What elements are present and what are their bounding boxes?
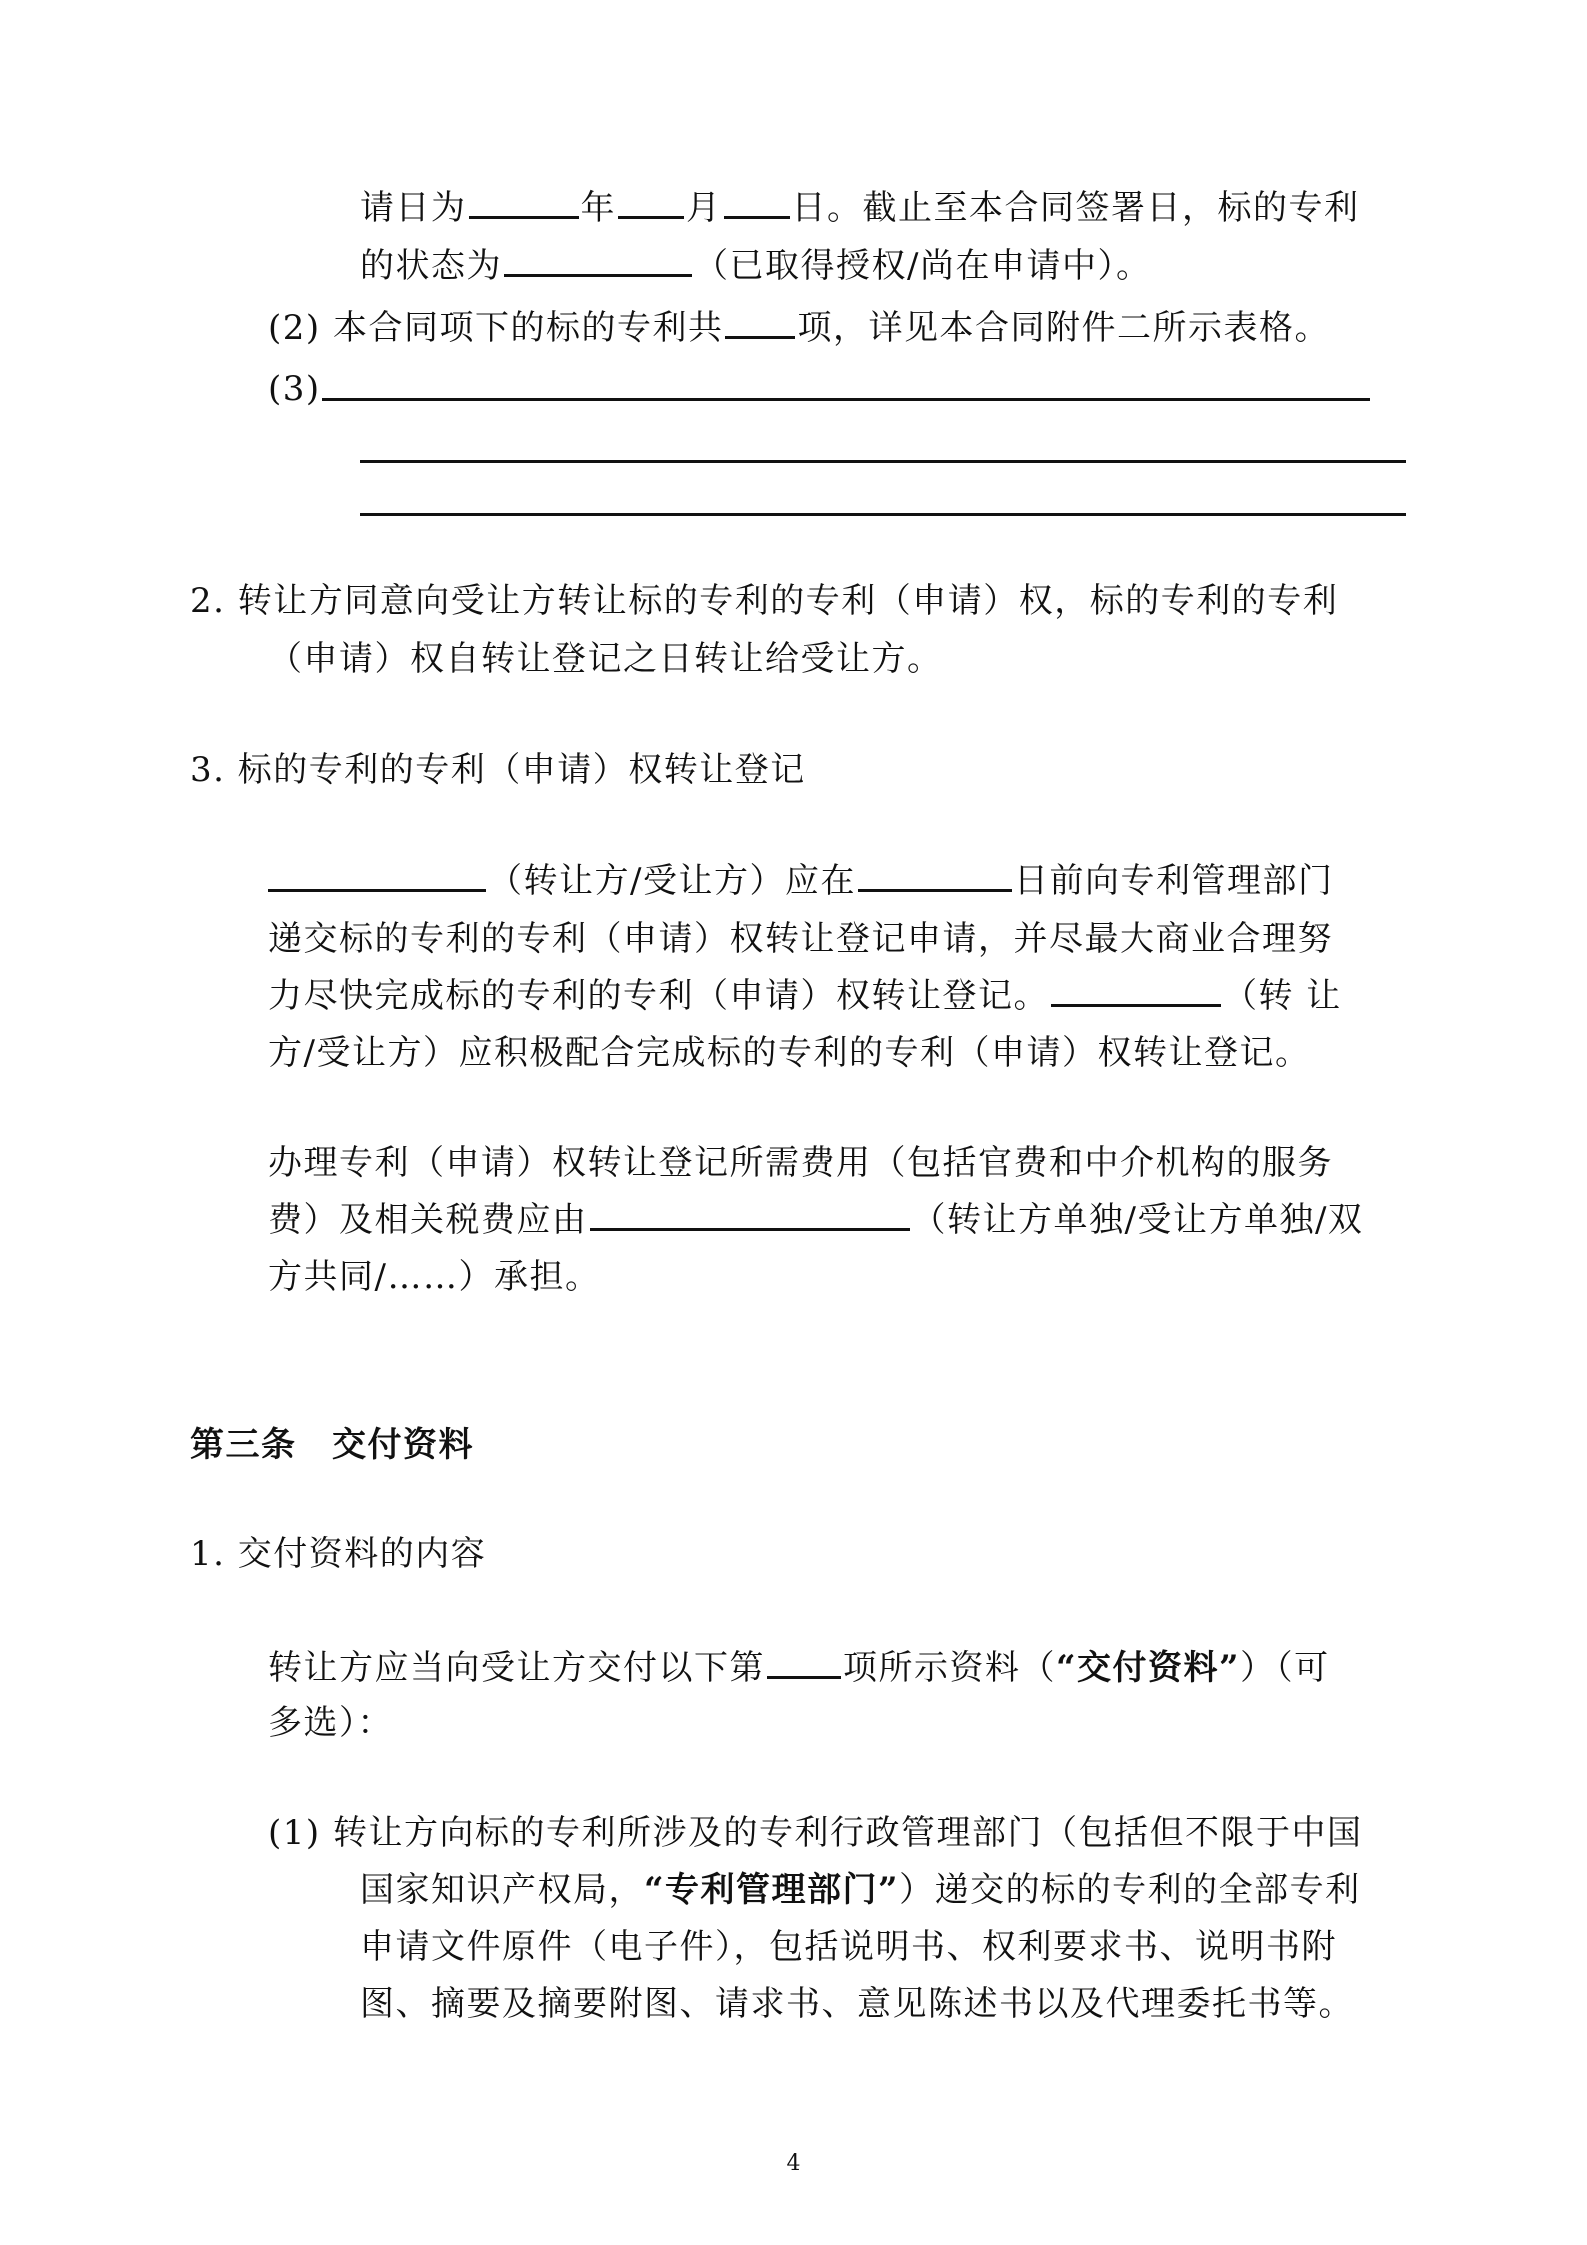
- clause2-line-2: （申请）权自转让登记之日转让给受让方。: [268, 639, 943, 679]
- blank-day: [724, 186, 790, 219]
- text-segment: 的状态为: [360, 246, 502, 286]
- text-segment: 月: [686, 188, 722, 228]
- text-segment: 项所示资料（: [843, 1648, 1056, 1688]
- item1-continuation-line-2: [360, 243, 1151, 289]
- delivery-item1-line-4: 图、摘要及摘要附图、请求书、意见陈述书以及代理委托书等。: [360, 1984, 1354, 2024]
- clause3-p1-line-1: [268, 858, 1333, 904]
- text-segment: ）（可: [1240, 1648, 1330, 1688]
- page-number: 4: [786, 2151, 801, 2176]
- text-segment: 国家知识产权局，: [360, 1870, 644, 1910]
- item2-line: [268, 305, 1330, 351]
- blank-patent-count: [725, 306, 795, 339]
- defined-term: “专利管理部门”: [644, 1870, 900, 1910]
- delivery-intro-line-1: [268, 1645, 1330, 1691]
- item3-blank-line-2: [360, 460, 1406, 463]
- text-segment: 转让方应当向受让方交付以下第: [268, 1648, 765, 1688]
- clause3-p2-line-1: 办理专利（申请）权转让登记所需费用（包括官费和中介机构的服务: [268, 1143, 1333, 1183]
- text-segment: 年: [580, 188, 616, 228]
- clause3-p2-line-3: 方共同/……）承担。: [268, 1257, 601, 1297]
- article3-heading: 第三条 交付资料: [190, 1425, 474, 1465]
- clause3-heading: 3. 标的专利的专利（申请）权转让登记: [190, 750, 806, 790]
- delivery-heading: 1. 交付资料的内容: [190, 1534, 487, 1574]
- text-segment: （转让方单独/受让方单独/双: [911, 1200, 1364, 1240]
- blank-date: [858, 859, 1012, 892]
- text-segment: 请日为: [360, 188, 467, 228]
- delivery-intro-line-2: 多选）：: [268, 1703, 393, 1743]
- blank-year: [469, 186, 579, 219]
- text-segment: 费）及相关税费应由: [268, 1200, 588, 1240]
- blank-party: [268, 859, 486, 892]
- text-segment: （转让方/受让方）应在: [488, 861, 856, 901]
- blank-item-number: [767, 1646, 841, 1679]
- text-segment: (2) 本合同项下的标的专利共: [268, 308, 724, 348]
- blank-cooperating-party: [1051, 974, 1221, 1007]
- item1-continuation-line-1: [360, 185, 1360, 231]
- delivery-item1-line-3: 申请文件原件（电子件），包括说明书、权利要求书、说明书附: [360, 1927, 1337, 1967]
- blank-status: [504, 244, 692, 277]
- item3-label: (3): [268, 369, 321, 409]
- text-segment: 项，详见本合同附件二所示表格。: [797, 308, 1330, 348]
- text-segment: 日。截止至本合同签署日，标的专利: [791, 188, 1360, 228]
- delivery-item1-line-2: [360, 1867, 1361, 1913]
- delivery-item1-line-1: (1) 转让方向标的专利所涉及的专利行政管理部门（包括但不限于中国: [268, 1813, 1363, 1853]
- defined-term: “交付资料”: [1056, 1648, 1241, 1688]
- text-segment: 力尽快完成标的专利的专利（申请）权转让登记。: [268, 976, 1049, 1016]
- clause3-p2-line-2: [268, 1197, 1363, 1243]
- blank-fee-payer: [590, 1198, 910, 1231]
- item3-blank-line-1: [322, 398, 1370, 401]
- text-segment: ）递交的标的专利的全部专利: [899, 1870, 1361, 1910]
- blank-month: [618, 186, 684, 219]
- text-segment: （已取得授权/尚在申请中）。: [694, 246, 1152, 286]
- clause3-p1-line-2: 递交标的专利的专利（申请）权转让登记申请，并尽最大商业合理努: [268, 919, 1333, 959]
- item3-blank-line-3: [360, 513, 1406, 516]
- clause2-line-1: 2. 转让方同意向受让方转让标的专利的专利（申请）权，标的专利的专利: [190, 581, 1339, 621]
- text-segment: 日前向专利管理部门: [1013, 861, 1334, 901]
- clause3-p1-line-4: 方/受让方）应积极配合完成标的专利的专利（申请）权转让登记。: [268, 1033, 1311, 1073]
- text-segment: （转 让: [1223, 976, 1342, 1016]
- clause3-p1-line-3: [268, 973, 1342, 1019]
